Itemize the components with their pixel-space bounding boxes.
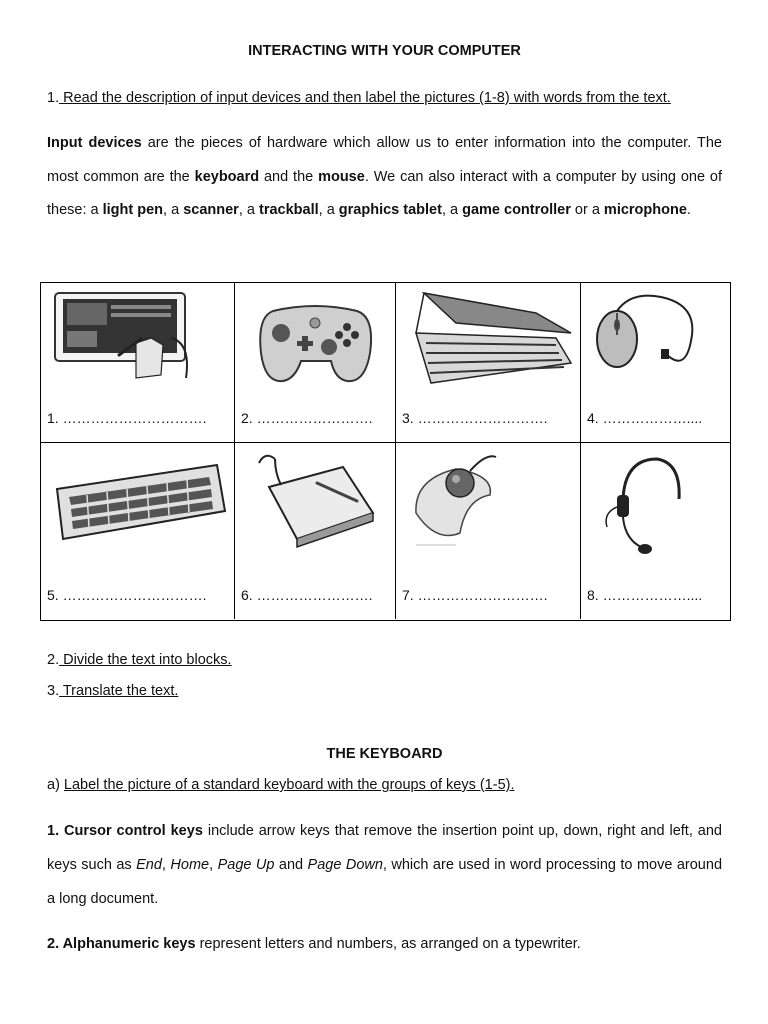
term-keyboard: keyboard (194, 168, 260, 185)
cursor-keys-heading: 1. Cursor control keys (47, 823, 203, 839)
caption-4: 4. ……………….... (587, 410, 703, 426)
picture-grid (40, 282, 731, 621)
key-page-up: Page Up (217, 857, 275, 873)
alphanumeric-keys-paragraph (47, 927, 722, 961)
alphanumeric-text: represent letters and numbers, as arranged on a typewriter. (195, 936, 581, 952)
game-controller-image (235, 283, 396, 413)
caption-2: 2. ……………………. (241, 410, 373, 426)
scanner-image (396, 283, 581, 413)
intro-text-3: . We can also interact with a computer by using one of these: a (47, 168, 723, 219)
intro-text-1: are the pieces of hardware which allow us to enter information into the computer. The most common are the (47, 135, 722, 185)
term-light-pen: light pen (102, 202, 164, 219)
term-input-devices: Input devices (47, 135, 142, 151)
picture-cell-1 (41, 283, 235, 443)
graphics-tablet-image (235, 443, 396, 583)
picture-cell-4 (581, 283, 730, 443)
task-3-instruction (47, 683, 178, 699)
picture-cell-6 (235, 443, 396, 619)
term-game-controller: game controller (462, 202, 571, 219)
term-scanner: scanner (183, 202, 239, 219)
picture-cell-2 (235, 283, 396, 443)
touch-screen-image (41, 283, 235, 413)
term-graphics-tablet: graphics tablet (338, 202, 442, 219)
key-end: End (136, 857, 162, 873)
trackball-image (396, 443, 581, 583)
cursor-sep-1: , (161, 857, 171, 873)
task-2-text: Divide the text into blocks. (59, 652, 232, 668)
mouse-image (581, 283, 730, 413)
term-microphone: microphone (603, 202, 687, 219)
caption-6: 6. ……………………. (241, 587, 373, 603)
cursor-keys-paragraph (47, 814, 722, 916)
intro-sep-1: , a (163, 202, 184, 219)
picture-cell-5 (41, 443, 235, 619)
headset-microphone-image (581, 443, 730, 583)
intro-sep-5: or a (570, 202, 604, 219)
task-a-text: Label the picture of a standard keyboard with the groups of keys (1-5). (63, 777, 515, 793)
task-1-text: Read the description of input devices and then label the pictures (1-8) with words from the text. (59, 90, 671, 106)
caption-1: 1. …………………………. (47, 410, 207, 426)
intro-paragraph (47, 127, 722, 228)
picture-cell-7 (396, 443, 581, 619)
picture-cell-3 (396, 283, 581, 443)
task-a-number: a) (47, 777, 64, 793)
cursor-text-1: include arrow keys that remove the insertion point up, down, right and left, and keys such as (47, 823, 722, 873)
task-a-instruction (47, 777, 514, 793)
cursor-sep-3: and (274, 857, 308, 873)
picture-cell-8 (581, 443, 730, 619)
keyboard-section-title: THE KEYBOARD (326, 746, 443, 762)
term-mouse: mouse (318, 168, 365, 185)
caption-5: 5. …………………………. (47, 587, 207, 603)
caption-8: 8. ……………….... (587, 587, 703, 603)
task-1-number: 1. (47, 90, 60, 106)
page-title: INTERACTING WITH YOUR COMPUTER (248, 43, 521, 59)
caption-3: 3. ………………………. (402, 410, 548, 426)
intro-text-2: and the (259, 168, 319, 185)
intro-sep-3: , a (318, 202, 339, 219)
task-2-instruction (47, 652, 232, 668)
caption-7: 7. ………………………. (402, 587, 548, 603)
alphanumeric-keys-heading: 2. Alphanumeric keys (47, 936, 196, 952)
task-1-instruction (47, 90, 671, 106)
key-page-down: Page Down (307, 857, 383, 873)
intro-end: . (686, 202, 691, 219)
key-home: Home (170, 857, 210, 873)
cursor-text-2: , which are used in word processing to move around a long document. (47, 857, 723, 907)
intro-sep-4: , a (441, 202, 463, 219)
task-2-number: 2. (47, 652, 60, 668)
cursor-sep-2: , (209, 857, 218, 873)
keyboard-image (41, 443, 235, 583)
term-trackball: trackball (258, 202, 319, 219)
intro-sep-2: , a (238, 202, 259, 219)
task-3-text: Translate the text. (59, 683, 179, 699)
task-3-number: 3. (47, 683, 60, 699)
